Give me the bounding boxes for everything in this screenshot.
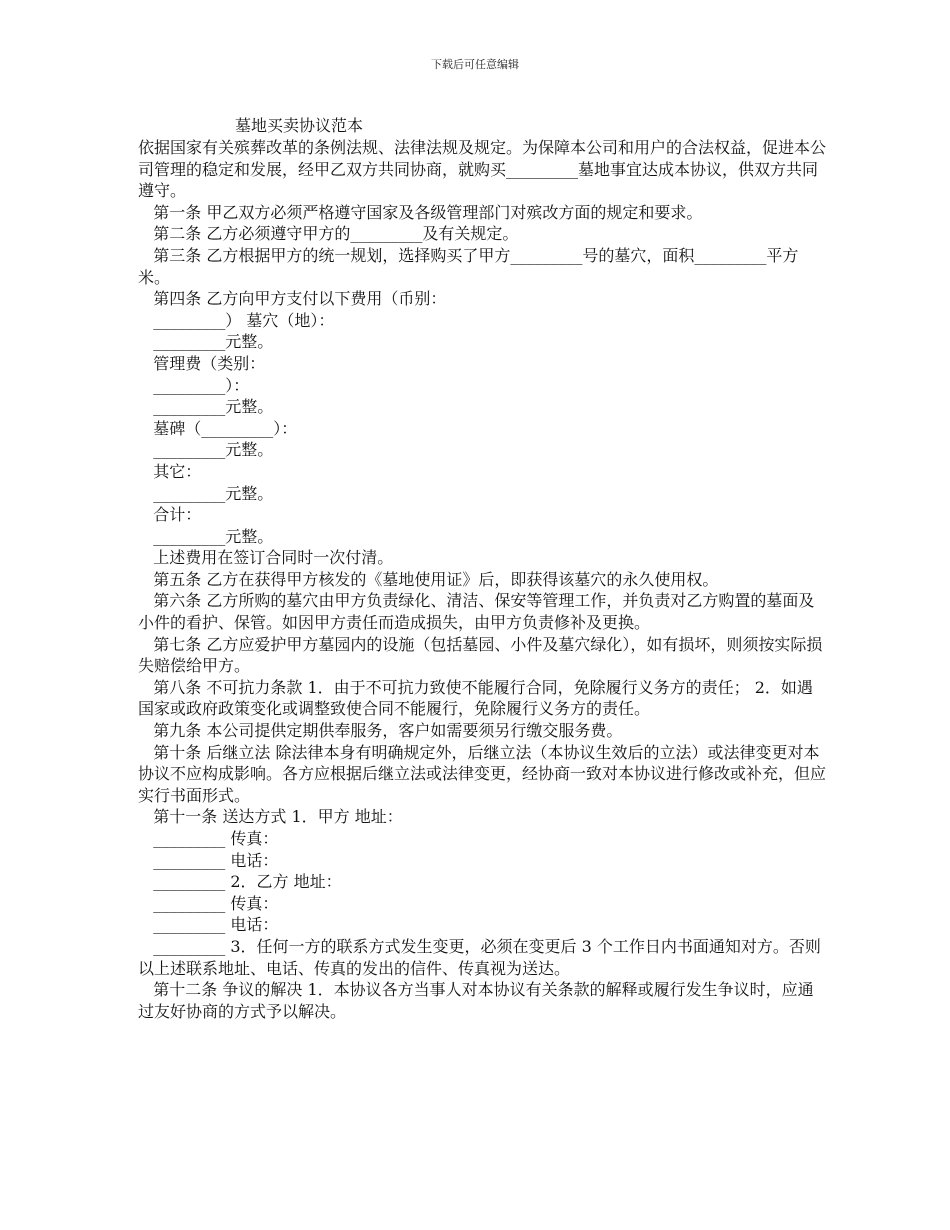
fee-line: _________元整。 bbox=[138, 483, 274, 503]
contact-line: _________ 传真： bbox=[138, 829, 279, 848]
fee-line: 其它： bbox=[138, 461, 202, 481]
paragraph-article-4: 第四条 乙方向甲方支付以下费用（币别： bbox=[138, 289, 447, 309]
paragraph-article-8: 第八条 不可抗力条款 1．由于不可抗力致使不能履行合同，免除履行义务方的责任； 2．如遇国家或政府政策变化或调整致使合同不能履行，免除履行义务方的责任。 bbox=[138, 677, 813, 719]
fee-line: _________元整。 bbox=[138, 440, 274, 460]
paragraph-article-11: 第十一条 送达方式 1．甲方 地址： bbox=[138, 807, 403, 827]
page-header: 下载后可任意编辑 bbox=[431, 58, 519, 71]
contact-line: _________ 2．乙方 地址： bbox=[138, 872, 342, 892]
paragraph-preamble: 依据国家有关殡葬改革的条例法规、法律法规及规定。为保障本公司和用户的合法权益，促进本公司管理的稳定和发展，经甲乙双方共同协商，就购买_________墓地事宜达成本协议，供双方共同遵守。 bbox=[138, 138, 827, 201]
document-title: 墓地买卖协议范本 bbox=[235, 116, 364, 135]
paragraph-article-10: 第十条 后继立法 除法律本身有明确规定外，后继立法（本协议生效后的立法）或法律变更对本协议不应构成影响。各方应根据后继立法或法律变更，经协商一致对本协议进行修改或补充，但应实行书面形式。 bbox=[138, 742, 827, 805]
fee-line: _________元整。 bbox=[138, 526, 274, 546]
contact-line: _________ 电话： bbox=[138, 915, 279, 935]
contact-line: _________ 电话： bbox=[138, 850, 279, 870]
paragraph-article-2: 第二条 乙方必须遵守甲方的_________及有关规定。 bbox=[138, 224, 519, 244]
paragraph-article-9: 第九条 本公司提供定期供奉服务，客户如需要须另行缴交服务费。 bbox=[138, 721, 623, 741]
document-body bbox=[138, 137, 828, 1022]
fee-line: _________） 墓穴（地）： bbox=[138, 310, 335, 330]
fee-line: 合计： bbox=[138, 505, 202, 525]
paragraph-article-12: 第十二条 争议的解决 1．本协议各方当事人对本协议有关条款的解释或履行发生争议时，应通过友好协商的方式予以解决。 bbox=[138, 980, 814, 1021]
fee-line: _________元整。 bbox=[138, 332, 274, 352]
fee-line: 墓碑（_________）： bbox=[138, 418, 298, 438]
paragraph-article-5: 第五条 乙方在获得甲方核发的《墓地使用证》后，即获得该墓穴的永久使用权。 bbox=[138, 569, 719, 589]
contact-line: _________ 3．任何一方的联系方式发生变更，必须在变更后 3 个工作日内书面通知对方。否则以上述联系地址、电话、传真的发出的信件、传真视为送达。 bbox=[138, 936, 821, 978]
fee-line: 管理费（类别： bbox=[138, 353, 266, 373]
contact-line: _________ 传真： bbox=[138, 893, 279, 913]
paragraph-article-6: 第六条 乙方所购的墓穴由甲方负责绿化、清洁、保安等管理工作，并负责对乙方购置的墓面及小件的看护、保管。如因甲方责任而造成损失，由甲方负责修补及更换。 bbox=[138, 591, 815, 633]
paragraph-article-3: 第三条 乙方根据甲方的统一规划，选择购买了甲方_________号的墓穴，面积_________平方米。 bbox=[138, 245, 799, 287]
fee-line: _________元整。 bbox=[138, 397, 274, 417]
fee-line: _________）： bbox=[138, 375, 250, 395]
payment-note: 上述费用在签订合同时一次付清。 bbox=[138, 548, 394, 568]
paragraph-article-7: 第七条 乙方应爱护甲方墓园内的设施（包括墓园、小件及墓穴绿化），如有损坏，则须按实际损失赔偿给甲方。 bbox=[138, 634, 823, 676]
paragraph-article-1: 第一条 甲乙双方必须严格遵守国家及各级管理部门对殡改方面的规定和要求。 bbox=[138, 202, 703, 222]
